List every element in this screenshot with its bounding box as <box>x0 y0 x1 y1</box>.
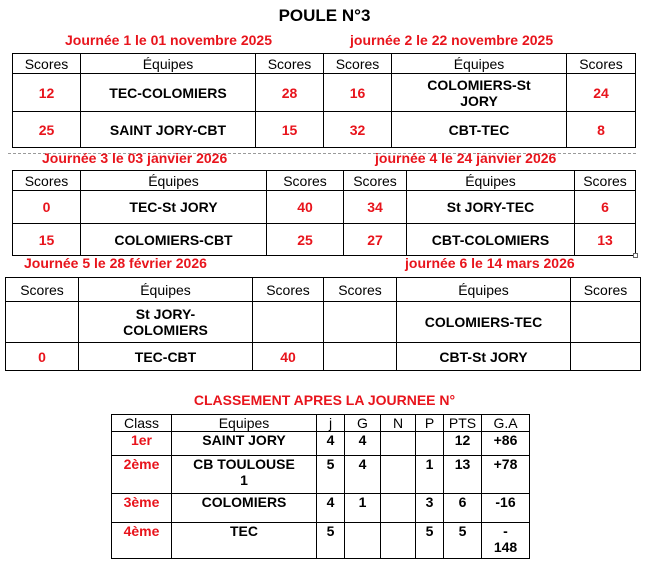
rank-cell: 1er <box>112 432 172 456</box>
block-1-table <box>12 53 636 148</box>
team-line: TEC <box>230 523 258 539</box>
score-cell <box>253 302 324 343</box>
pts-cell: 5 <box>444 523 482 559</box>
match-cell: CBT-TEC <box>392 112 567 148</box>
team-cell <box>172 456 317 494</box>
equipes-header: Equipes <box>172 415 317 432</box>
match-cell <box>392 74 567 112</box>
score-cell <box>571 302 641 343</box>
scores-header: Scores <box>267 171 344 191</box>
match-line: St JORY- <box>135 306 196 322</box>
match-cell: CBT-St JORY <box>397 343 571 371</box>
j-cell: 5 <box>317 456 345 494</box>
score-cell: 24 <box>567 74 636 112</box>
ranking-table <box>111 414 530 559</box>
ga-line: 148 <box>493 539 518 555</box>
g-header: G <box>345 415 381 432</box>
score-cell: 25 <box>267 224 344 256</box>
rank-cell: 2ème <box>112 456 172 494</box>
score-cell: 8 <box>567 112 636 148</box>
n-cell <box>381 432 416 456</box>
score-cell: 15 <box>13 224 81 256</box>
score-cell: 28 <box>256 74 324 112</box>
day-2-heading: journée 2 le 22 novembre 2025 <box>350 32 554 48</box>
pts-cell: 13 <box>444 456 482 494</box>
p-cell: 1 <box>416 456 444 494</box>
ranking-row <box>112 456 530 494</box>
block-3-table <box>5 277 641 371</box>
scores-header: Scores <box>324 278 397 302</box>
team-line: SAINT JORY <box>202 432 286 448</box>
rank-cell: 4ème <box>112 523 172 559</box>
p-cell: 5 <box>416 523 444 559</box>
equipes-header: Équipes <box>79 278 253 302</box>
g-cell: 4 <box>345 432 381 456</box>
match-cell: SAINT JORY-CBT <box>81 112 256 148</box>
day-6-heading: journée 6 le 14 mars 2026 <box>405 255 575 271</box>
ga-header: G.A <box>482 415 530 432</box>
block-2-table <box>12 170 636 256</box>
score-cell: 40 <box>267 191 344 224</box>
scores-header: Scores <box>571 278 641 302</box>
score-cell: 32 <box>324 112 392 148</box>
match-cell: TEC-COLOMIERS <box>81 74 256 112</box>
match-cell: COLOMIERS-TEC <box>397 302 571 343</box>
day-5-heading: Journée 5 le 28 février 2026 <box>24 255 207 271</box>
score-cell <box>324 343 397 371</box>
scores-header: Scores <box>256 54 324 74</box>
ranking-row <box>112 523 530 559</box>
scores-header: Scores <box>13 171 81 191</box>
ga-cell <box>482 523 530 559</box>
team-line: CB TOULOUSE <box>193 456 295 472</box>
score-cell <box>6 302 79 343</box>
day-3-heading: Journée 3 le 03 janvier 2026 <box>42 150 228 166</box>
p-cell: 3 <box>416 494 444 523</box>
team-cell <box>172 494 317 523</box>
team-cell <box>172 432 317 456</box>
ga-cell: +78 <box>482 456 530 494</box>
ga-cell: +86 <box>482 432 530 456</box>
match-line: COLOMIERS-St <box>427 76 531 93</box>
day-4-heading: journée 4 le 24 janvier 2026 <box>375 150 557 166</box>
equipes-header: Équipes <box>81 171 267 191</box>
score-cell: 25 <box>13 112 81 148</box>
g-cell: 4 <box>345 456 381 494</box>
p-header: P <box>416 415 444 432</box>
match-cell: TEC-CBT <box>79 343 253 371</box>
j-cell: 4 <box>317 432 345 456</box>
pts-cell: 6 <box>444 494 482 523</box>
score-cell: 0 <box>6 343 79 371</box>
score-cell <box>571 343 641 371</box>
score-cell: 0 <box>13 191 81 224</box>
score-cell: 16 <box>324 74 392 112</box>
match-cell: CBT-COLOMIERS <box>407 224 575 256</box>
score-cell: 27 <box>344 224 407 256</box>
match-cell: TEC-St JORY <box>81 191 267 224</box>
ranking-row <box>112 432 530 456</box>
scores-header: Scores <box>575 171 636 191</box>
match-line: COLOMIERS <box>123 322 208 338</box>
n-cell <box>381 494 416 523</box>
score-cell: 12 <box>13 74 81 112</box>
ranking-row <box>112 494 530 523</box>
j-header: j <box>317 415 345 432</box>
pts-header: PTS <box>444 415 482 432</box>
match-cell: St JORY-TEC <box>407 191 575 224</box>
day-1-heading: Journée 1 le 01 novembre 2025 <box>65 32 272 48</box>
equipes-header: Équipes <box>81 54 256 74</box>
resize-handle-icon <box>633 253 638 258</box>
pts-cell: 12 <box>444 432 482 456</box>
team-cell <box>172 523 317 559</box>
score-cell <box>324 302 397 343</box>
class-header: Class <box>112 415 172 432</box>
equipes-header: Équipes <box>397 278 571 302</box>
equipes-header: Équipes <box>407 171 575 191</box>
score-cell: 40 <box>253 343 324 371</box>
scores-header: Scores <box>567 54 636 74</box>
ga-cell: -16 <box>482 494 530 523</box>
team-line: 1 <box>240 472 248 488</box>
match-cell: COLOMIERS-CBT <box>81 224 267 256</box>
equipes-header: Équipes <box>392 54 567 74</box>
scores-header: Scores <box>344 171 407 191</box>
scores-header: Scores <box>253 278 324 302</box>
ranking-title-wrap <box>0 392 649 408</box>
ga-line: - <box>503 523 508 539</box>
match-line: JORY <box>460 92 498 109</box>
match-cell <box>79 302 253 343</box>
scores-header: Scores <box>324 54 392 74</box>
n-cell <box>381 523 416 559</box>
n-header: N <box>381 415 416 432</box>
score-cell: 13 <box>575 224 636 256</box>
j-cell: 5 <box>317 523 345 559</box>
page-title: POULE N°3 <box>278 6 371 25</box>
g-cell <box>345 523 381 559</box>
p-cell <box>416 432 444 456</box>
score-cell: 6 <box>575 191 636 224</box>
score-cell: 15 <box>256 112 324 148</box>
ranking-title: CLASSEMENT APRES LA JOURNEE N° <box>193 392 456 408</box>
scores-header: Scores <box>6 278 79 302</box>
j-cell: 4 <box>317 494 345 523</box>
scores-header: Scores <box>13 54 81 74</box>
score-cell: 34 <box>344 191 407 224</box>
rank-cell: 3ème <box>112 494 172 523</box>
g-cell: 1 <box>345 494 381 523</box>
n-cell <box>381 456 416 494</box>
team-line: COLOMIERS <box>201 494 287 510</box>
